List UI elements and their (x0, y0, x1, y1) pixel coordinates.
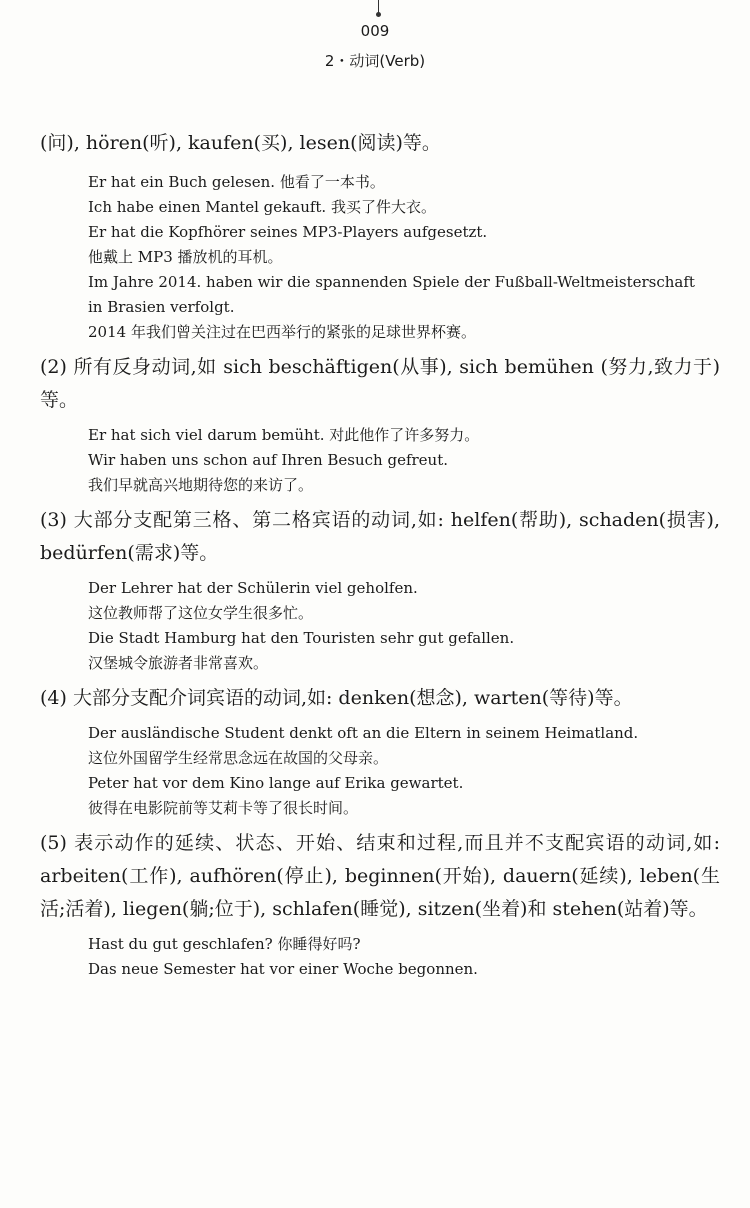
examples-group-5 (40, 932, 720, 982)
example-line: Ich habe einen Mantel gekauft. 我买了件大衣。 (88, 198, 436, 216)
examples-group-2 (40, 423, 720, 498)
example-line: Die Stadt Hamburg hat den Touristen sehr gut gefallen. (88, 629, 515, 647)
example-line: 这位外国留学生经常思念远在故国的父母亲。 (88, 749, 389, 767)
example-line: 我们早就高兴地期待您的来访了。 (88, 476, 314, 494)
example-line: 彼得在电影院前等艾莉卡等了很长时间。 (88, 799, 359, 817)
example-line: Wir haben uns schon auf Ihren Besuch gefreut. (88, 451, 449, 469)
example-line: 2014 年我们曾关注过在巴西举行的紧张的足球世界杯赛。 (88, 323, 476, 341)
rule-paragraph-5: (5) 表示动作的延续、状态、开始、结束和过程,而且并不支配宾语的动词,如: arbeiten(工作), aufhören(停止), beginnen(开始), dauern(延续), leben(生活;活着), liegen(躺;位于), schlafen(睡觉), sitzen(坐着)和 stehen(站着)等。 (40, 832, 720, 920)
example-line: 汉堡城令旅游者非常喜欢。 (88, 654, 269, 672)
example-line: 他戴上 MP3 播放机的耳机。 (88, 248, 283, 266)
example-line: Hast du gut geschlafen? 你睡得好吗? (88, 935, 361, 953)
example-line: Der Lehrer hat der Schülerin viel geholfen. (88, 579, 418, 597)
page-header (0, 0, 750, 80)
example-line: Er hat sich viel darum bemüht. 对此他作了许多努力。 (88, 426, 480, 444)
page-number: 009 (360, 22, 390, 40)
examples-group-1 (40, 170, 720, 345)
rule-paragraph-4: (4) 大部分支配介词宾语的动词,如: denken(想念), warten(等待)等。 (40, 687, 633, 709)
rule-paragraph-2: (2) 所有反身动词,如 sich beschäftigen(从事), sich bemühen (努力,致力于)等。 (40, 356, 720, 411)
example-line: Im Jahre 2014. haben wir die spannenden Spiele der Fußball-Weltmeisterschaft (88, 273, 695, 291)
example-line: Der ausländische Student denkt oft an die Eltern in seinem Heimatland. (88, 724, 639, 742)
header-tick-dot (376, 12, 381, 17)
example-line: Er hat die Kopfhörer seines MP3-Players aufgesetzt. (88, 223, 488, 241)
intro-line: (问), hören(听), kaufen(买), lesen(阅读)等。 (40, 132, 441, 154)
example-line: Das neue Semester hat vor einer Woche begonnen. (88, 960, 478, 978)
examples-group-4 (40, 721, 720, 821)
example-line: in Brasien verfolgt. (88, 298, 235, 316)
example-line: 这位教师帮了这位女学生很多忙。 (88, 604, 314, 622)
example-line: Er hat ein Buch gelesen. 他看了一本书。 (88, 173, 385, 191)
chapter-title: 2・动词(Verb) (324, 52, 426, 70)
example-line: Peter hat vor dem Kino lange auf Erika gewartet. (88, 774, 464, 792)
examples-group-3 (40, 576, 720, 676)
rule-paragraph-3: (3) 大部分支配第三格、第二格宾语的动词,如: helfen(帮助), schaden(损害), bedürfen(需求)等。 (40, 509, 720, 564)
page-content (40, 127, 720, 988)
